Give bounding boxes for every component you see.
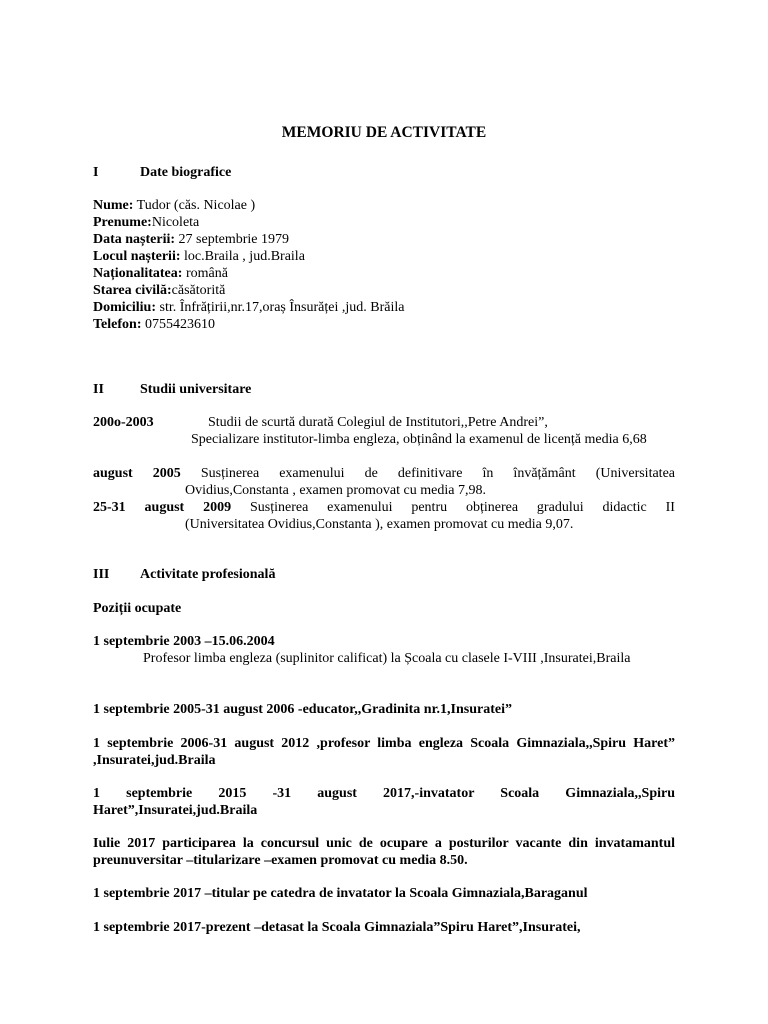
field-label: Starea civilă:	[93, 283, 172, 298]
field-label: Data nașterii:	[93, 232, 176, 247]
bio-row-nume	[93, 197, 683, 214]
positions-heading: Poziții ocupate	[93, 601, 182, 616]
entry-text: Susținerea examenului pentru obținerea gradului didactic II	[231, 500, 675, 515]
entry-text: Studii de scurtă durată Colegiul de Institutori,,Petre Andrei”,	[208, 415, 548, 430]
position-entry-6: 1 septembrie 2017 –titular pe catedra de invatator la Scoala Gimnaziala,Baraganul	[93, 886, 588, 901]
section-heading-professional	[93, 566, 275, 583]
entry-text: Susținerea examenului de definitivare în învățământ (Universitatea	[180, 466, 675, 481]
document-title: MEMORIU DE ACTIVITATE	[281, 124, 487, 141]
bio-row-locul-nasterii	[93, 248, 683, 265]
position-entry-5: Iulie 2017 participarea la concursul unic de ocupare a posturilor vacante din invatamantul preunuversitar –titularizare –examen promovat cu media 8.50.	[93, 836, 675, 868]
field-value: Nicoleta	[151, 215, 200, 230]
field-value: Tudor (căs. Nicolae )	[133, 198, 256, 213]
entry-text-continued: Specializare institutor-limba engleza, obținând la examenul de licență media 6,68	[191, 432, 647, 447]
education-entry-3	[93, 499, 675, 533]
field-value: română	[182, 266, 228, 281]
position-entry-3: 1 septembrie 2006-31 august 2012 ,profesor limba engleza Scoala Gimnaziala,,Spiru Haret” ,Insuratei,jud.Braila	[93, 736, 675, 768]
education-entry-2	[93, 465, 675, 499]
bio-row-domiciliu	[93, 299, 683, 316]
entry-date: 25-31 august 2009	[93, 500, 232, 515]
field-value: căsătorită	[171, 283, 226, 298]
bio-row-prenume	[93, 214, 683, 231]
section-heading-biographic	[93, 164, 231, 181]
field-label: Telefon:	[93, 317, 142, 332]
section-title: Activitate profesională	[140, 567, 276, 582]
entry-text-continued: (Universitatea Ovidius,Constanta ), examen promovat cu media 9,07.	[185, 517, 574, 532]
field-value: loc.Braila , jud.Braila	[180, 249, 305, 264]
section-title: Date biografice	[140, 165, 232, 180]
position-entry-7: 1 septembrie 2017-prezent –detasat la Scoala Gimnaziala”Spiru Haret”,Insuratei,	[93, 920, 581, 935]
section-heading-education	[93, 381, 251, 398]
position-text: Profesor limba engleza (suplinitor calificat) la Școala cu clasele I-VIII ,Insuratei,Braila	[143, 651, 631, 666]
field-label: Nume:	[93, 198, 134, 213]
section-number: III	[93, 567, 110, 582]
field-value: str. Înfrățirii,nr.17,oraș Însurăței ,jud. Brăila	[156, 300, 405, 315]
section-number: II	[93, 382, 104, 397]
position-entry-1	[93, 633, 675, 667]
field-label: Domiciliu:	[93, 300, 156, 315]
field-label: Naționalitatea:	[93, 266, 183, 281]
field-label: Prenume:	[93, 215, 152, 230]
bio-row-stare-civila	[93, 282, 683, 299]
entry-date: 200o-2003	[93, 415, 154, 430]
field-label: Locul nașterii:	[93, 249, 181, 264]
position-entry-4: 1 septembrie 2015 -31 august 2017,-invatator Scoala Gimnaziala,,Spiru Haret”,Insuratei,jud.Braila	[93, 786, 675, 818]
bio-row-nationalitate	[93, 265, 683, 282]
bio-row-data-nasterii	[93, 231, 683, 248]
position-date: 1 septembrie 2003 –15.06.2004	[93, 634, 275, 649]
entry-text-continued: Ovidius,Constanta , examen promovat cu media 7,98.	[185, 483, 486, 498]
bio-row-telefon	[93, 316, 683, 333]
field-value: 27 septembrie 1979	[175, 232, 289, 247]
education-entry-1	[93, 414, 675, 448]
section-title: Studii universitare	[140, 382, 252, 397]
position-entry-2: 1 septembrie 2005-31 august 2006 -educator,,Gradinita nr.1,Insuratei”	[93, 702, 512, 717]
field-value: 0755423610	[141, 317, 215, 332]
entry-date: august 2005	[93, 466, 181, 481]
section-number: I	[93, 165, 99, 180]
biographic-data	[93, 197, 683, 333]
